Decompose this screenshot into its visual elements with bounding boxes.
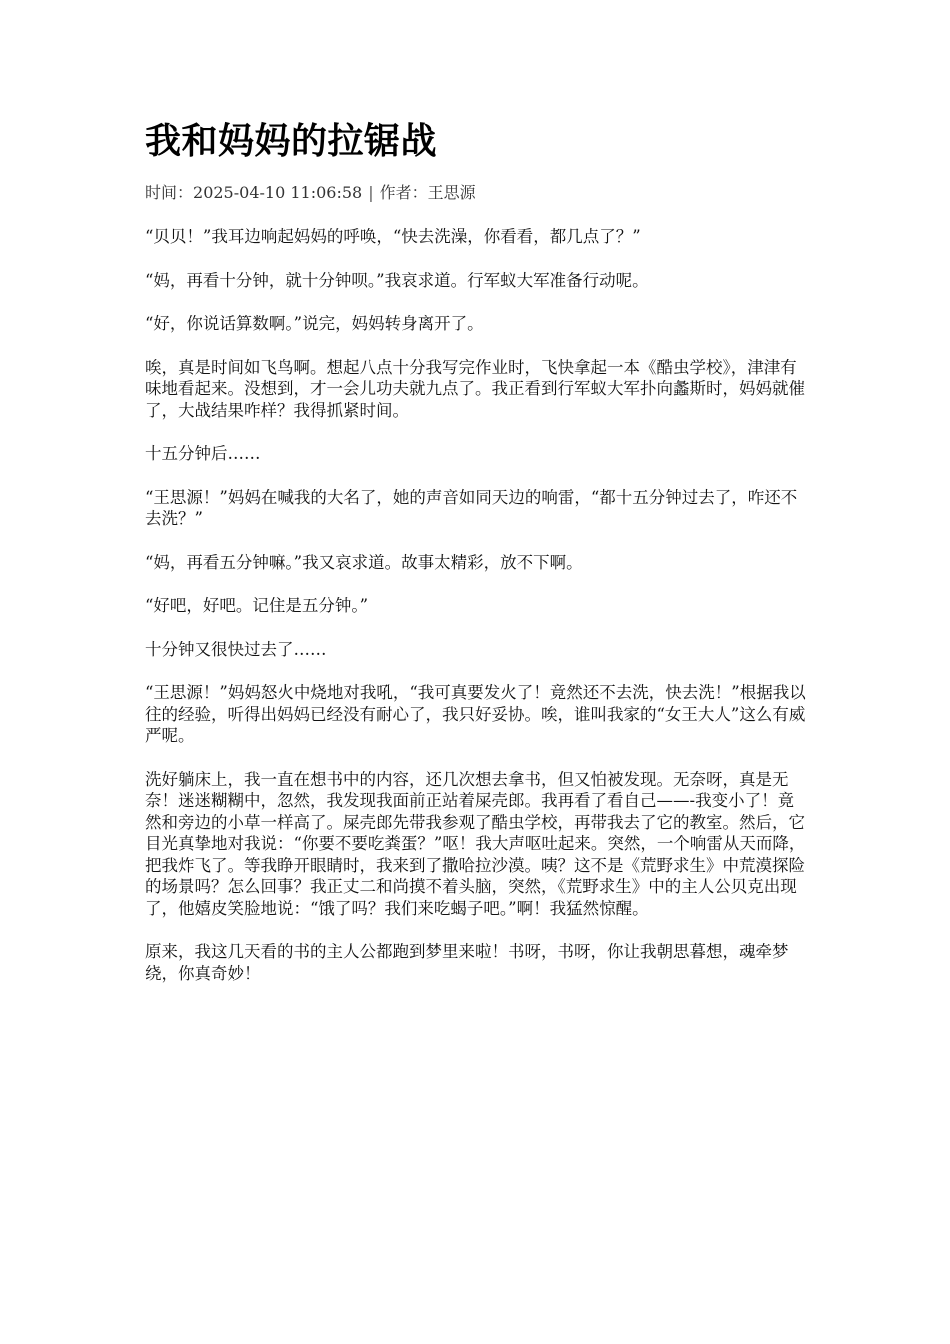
paragraph: “贝贝！”我耳边响起妈妈的呼唤，“快去洗澡，你看看，都几点了？” xyxy=(145,227,641,246)
author-value: 王思源 xyxy=(427,183,476,202)
author-label: 作者： xyxy=(379,183,428,202)
article xyxy=(145,110,810,1006)
paragraph: 十五分钟后…… xyxy=(145,444,261,463)
paragraph: 洗好躺床上，我一直在想书中的内容，还几次想去拿书，但又怕被发现。无奈呀，真是无奈！迷迷糊糊中，忽然，我发现我面前正站着屎壳郎。我再看了看自己——-我变小了！竟然和旁边的小草一样高了。屎壳郎先带我参观了酷虫学校，再带我去了它的教室。然后，它目光真挚地对我说：“你要不要吃粪蛋？”呕！我大声呕吐起来。突然，一个响雷从天而降，把我炸飞了。等我睁开眼睛时，我来到了撒哈拉沙漠。咦？这不是《荒野求生》中荒漠探险的场景吗？怎么回事？我正丈二和尚摸不着头脑，突然，《荒野求生》中的主人公贝克出现了，他嬉皮笑脸地说：“饿了吗？我们来吃蝎子吧。”啊！我猛然惊醒。 xyxy=(145,769,806,918)
paragraph: “妈，再看五分钟嘛。”我又哀求道。故事太精彩，放不下啊。 xyxy=(145,552,583,572)
article-meta xyxy=(145,182,810,204)
paragraph: “妈，再看十分钟，就十分钟呗。”我哀求道。行军蚁大军准备行动呢。 xyxy=(145,270,649,290)
paragraph: 十分钟又很快过去了…… xyxy=(145,639,327,659)
time-label: 时间： xyxy=(145,183,194,202)
meta-separator: | xyxy=(368,183,374,202)
paragraph: “王思源！”妈妈在喊我的大名了，她的声音如同天边的响雷，“都十五分钟过去了，咋还不去洗？” xyxy=(145,487,798,528)
paragraph: “好，你说话算数啊。”说完，妈妈转身离开了。 xyxy=(145,314,484,333)
article-title: 我和妈妈的拉锯战 xyxy=(145,120,438,162)
article-body xyxy=(145,226,810,984)
paragraph: 原来，我这几天看的书的主人公都跑到梦里来啦！书呀，书呀，你让我朝思暮想，魂牵梦绕，你真奇妙！ xyxy=(145,942,789,983)
paragraph: “好吧，好吧。记住是五分钟。” xyxy=(145,596,369,615)
time-value: 2025-04-10 11:06:58 xyxy=(193,183,363,202)
paragraph: “王思源！”妈妈怒火中烧地对我吼，“我可真要发火了！竟然还不去洗，快去洗！”根据我以往的经验，听得出妈妈已经没有耐心了，我只好妥协。唉，谁叫我家的“女王大人”这么有威严呢。 xyxy=(145,683,806,745)
paragraph: 唉，真是时间如飞鸟啊。想起八点十分我写完作业时，飞快拿起一本《酷虫学校》，津津有味地看起来。没想到，才一会儿功夫就九点了。我正看到行军蚁大军扑向蠡斯时，妈妈就催了，大战结果咋样？我得抓紧时间。 xyxy=(145,357,805,420)
